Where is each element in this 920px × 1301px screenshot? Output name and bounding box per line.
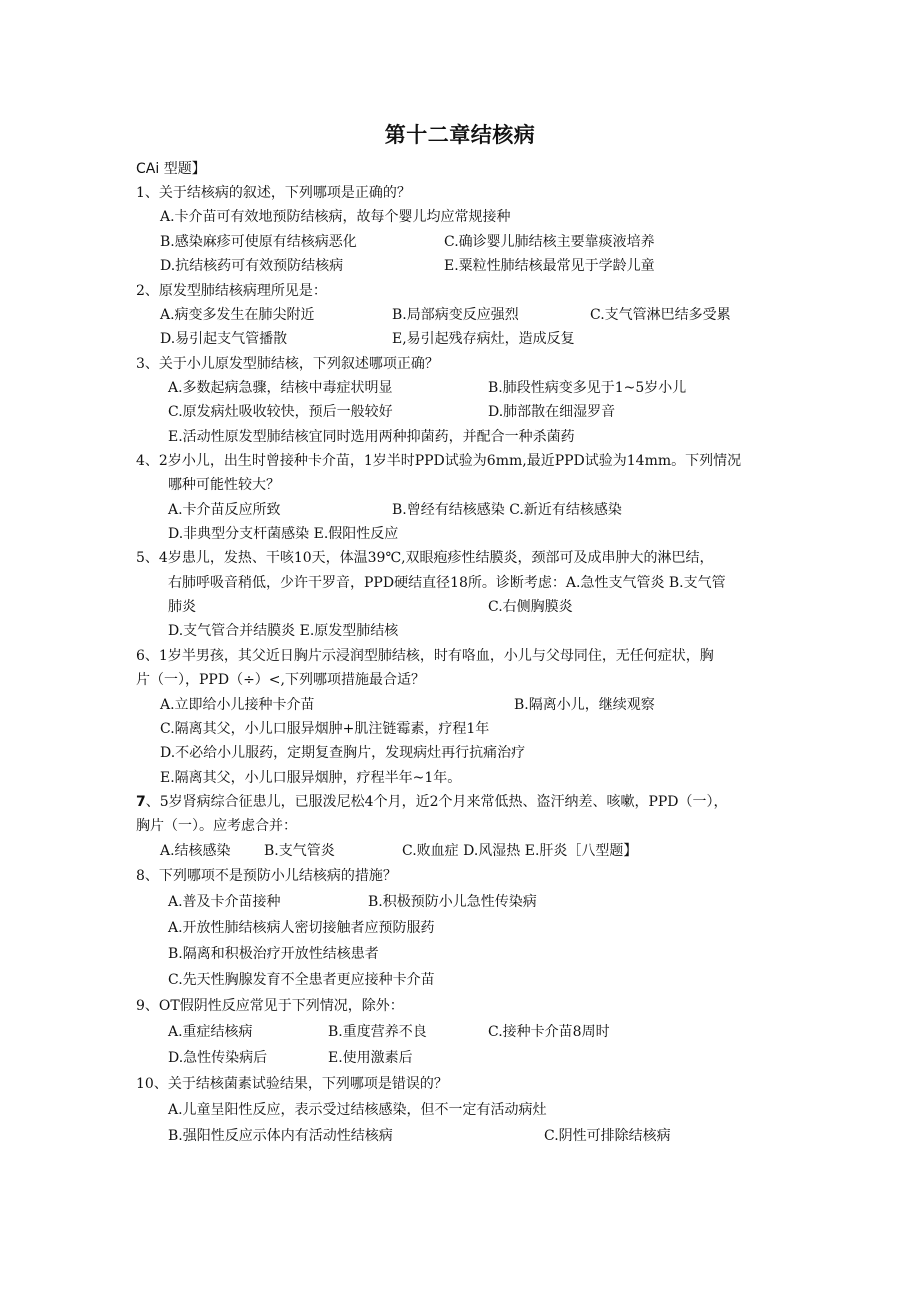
- q3-option-c: C.原发病灶吸收较快，预后一般较好: [168, 404, 393, 420]
- q9-stem: 9、OT假阴性反应常见于下列情况，除外：: [136, 998, 404, 1014]
- q4-option-de: D.非典型分支杆菌感染 E.假阳性反应: [168, 526, 399, 542]
- q1-option-d: D.抗结核药可有效预防结核病: [160, 258, 344, 274]
- q10-option-c: C.阴性可排除结核病: [544, 1128, 671, 1144]
- q9-option-e: E.使用激素后: [328, 1050, 413, 1066]
- q6-option-c: C.隔离其父，小儿口服异烟肿+肌注链霉素，疗程1年: [160, 721, 490, 737]
- q2-option-c: C.支气管淋巴结多受累: [590, 307, 731, 323]
- q9-option-c: C.接种卡介苗8周时: [488, 1024, 610, 1040]
- q1-option-b: B.感染麻疹可使原有结核病恶化: [160, 234, 357, 250]
- q8-option-a2: A.开放性肺结核病人密切接触者应预防服药: [168, 920, 435, 936]
- q2-option-b: B.局部病变反应强烈: [392, 307, 519, 323]
- q3-option-e: E.活动性原发型肺结核宜同时选用两种抑菌药，并配合一种杀菌药: [168, 429, 575, 445]
- q6-option-b: B.隔离小儿，继续观察: [514, 697, 655, 713]
- q6-option-d: D.不必给小儿服药，定期复查胸片，发现病灶再行抗痛治疗: [160, 745, 526, 761]
- q3-option-a: A.多数起病急骤，结核中毒症状明显: [168, 380, 393, 396]
- q9-option-a: A.重症结核病: [168, 1024, 253, 1040]
- q7-option-cde: C.败血症 D.风湿热 E.肝炎［八型题】: [402, 843, 638, 859]
- q3-option-d: D.肺部散在细湿罗音: [488, 404, 616, 420]
- q1-stem: 1、关于结核病的叙述，下列哪项是正确的？: [136, 185, 411, 201]
- q1-option-c: C.确诊婴儿肺结核主要靠痰液培养: [444, 234, 655, 250]
- page-title: 第十二章结核病: [384, 123, 536, 147]
- q5-stem-line2: 右肺呼吸音稍低，少许干罗音，PPD硬结直径18所。诊断考虑：A.急性支气管炎 B.支气管: [168, 575, 726, 591]
- q4-option-a: A.卡介苗反应所致: [168, 502, 281, 518]
- q8-option-c2: C.先天性胸腺发育不全患者更应接种卡介苗: [168, 972, 435, 988]
- q8-option-b: B.积极预防小儿急性传染病: [368, 894, 537, 910]
- q6-stem-line2: 片（一），PPD（÷）<,下列哪项措施最合适？: [136, 672, 425, 688]
- q7-number: 7: [136, 794, 146, 810]
- q6-stem-line1: 6、1岁半男孩，其父近日胸片示浸润型肺结核，时有咯血，小儿与父母同住，无任何症状，胸: [136, 648, 714, 664]
- q8-stem: 8、下列哪项不是预防小儿结核病的措施？: [136, 868, 397, 884]
- q5-option-de: D.支气管合并结膜炎 E.原发型肺结核: [168, 623, 399, 639]
- q8-option-a: A.普及卡介苗接种: [168, 894, 281, 910]
- q2-option-d: D.易引起支气管播散: [160, 331, 288, 347]
- q1-option-a: A.卡介苗可有效地预防结核病，故每个婴儿均应常规接种: [160, 209, 511, 225]
- q6-option-e: E.隔离其父，小儿口服异烟肿，疗程半年~1年。: [160, 770, 462, 786]
- q7-option-b: B.支气管炎: [264, 843, 335, 859]
- q7-option-a: A.结核感染: [160, 843, 231, 859]
- q4-stem-line1: 4、2岁小儿，出生时曾接种卡介苗，1岁半时PPD试验为6mm,最近PPD试验为14mm。下列情况: [136, 453, 742, 469]
- q4-stem-line2: 哪种可能性较大？: [168, 477, 280, 493]
- q9-option-d: D.急性传染病后: [168, 1050, 268, 1066]
- q1-option-e: E.粟粒性肺结核最常见于学龄儿童: [444, 258, 655, 274]
- q4-option-bc: B.曾经有结核感染 C.新近有结核感染: [392, 502, 622, 518]
- q10-stem: 10、关于结核菌素试验结果，下列哪项是错误的？: [136, 1076, 448, 1092]
- q3-option-b: B.肺段性病变多见于1~5岁小儿: [488, 380, 687, 396]
- q7-stem-text: 、5岁肾病综合征患儿，已服泼尼松4个月，近2个月来常低热、盗汗纳差、咳嗽，PPD（一），: [145, 794, 728, 810]
- q5-option-c: C.右侧胸膜炎: [488, 599, 573, 615]
- q10-option-a: A.儿童呈阳性反应，表示受过结核感染，但不一定有活动病灶: [168, 1102, 547, 1118]
- q10-option-b: B.强阳性反应示体内有活动性结核病: [168, 1128, 393, 1144]
- q2-stem: 2、原发型肺结核病理所见是：: [136, 283, 327, 299]
- q7-stem-line2: 胸片（一）。应考虑合并：: [136, 818, 297, 834]
- section-label: CAi 型题】: [136, 161, 206, 177]
- q6-option-a: A.立即给小儿接种卡介苗: [160, 697, 315, 713]
- q8-option-b2: B.隔离和积极治疗开放性结核患者: [168, 946, 379, 962]
- q2-option-e: E,易引起残存病灶，造成反复: [392, 331, 575, 347]
- q5-stem-line1: 5、4岁患儿，发热、干咳10天，体温39℃,双眼疱疹性结膜炎，颈部可及成串肿大的淋巴结，: [136, 550, 714, 566]
- q9-option-b: B.重度营养不良: [328, 1024, 427, 1040]
- q3-stem: 3、关于小儿原发型肺结核，下列叙述哪项正确？: [136, 356, 439, 372]
- q7-stem-line1: [136, 792, 728, 812]
- q5-stem-line3: 肺炎: [168, 599, 196, 615]
- q2-option-a: A.病变多发生在肺尖附近: [160, 307, 315, 323]
